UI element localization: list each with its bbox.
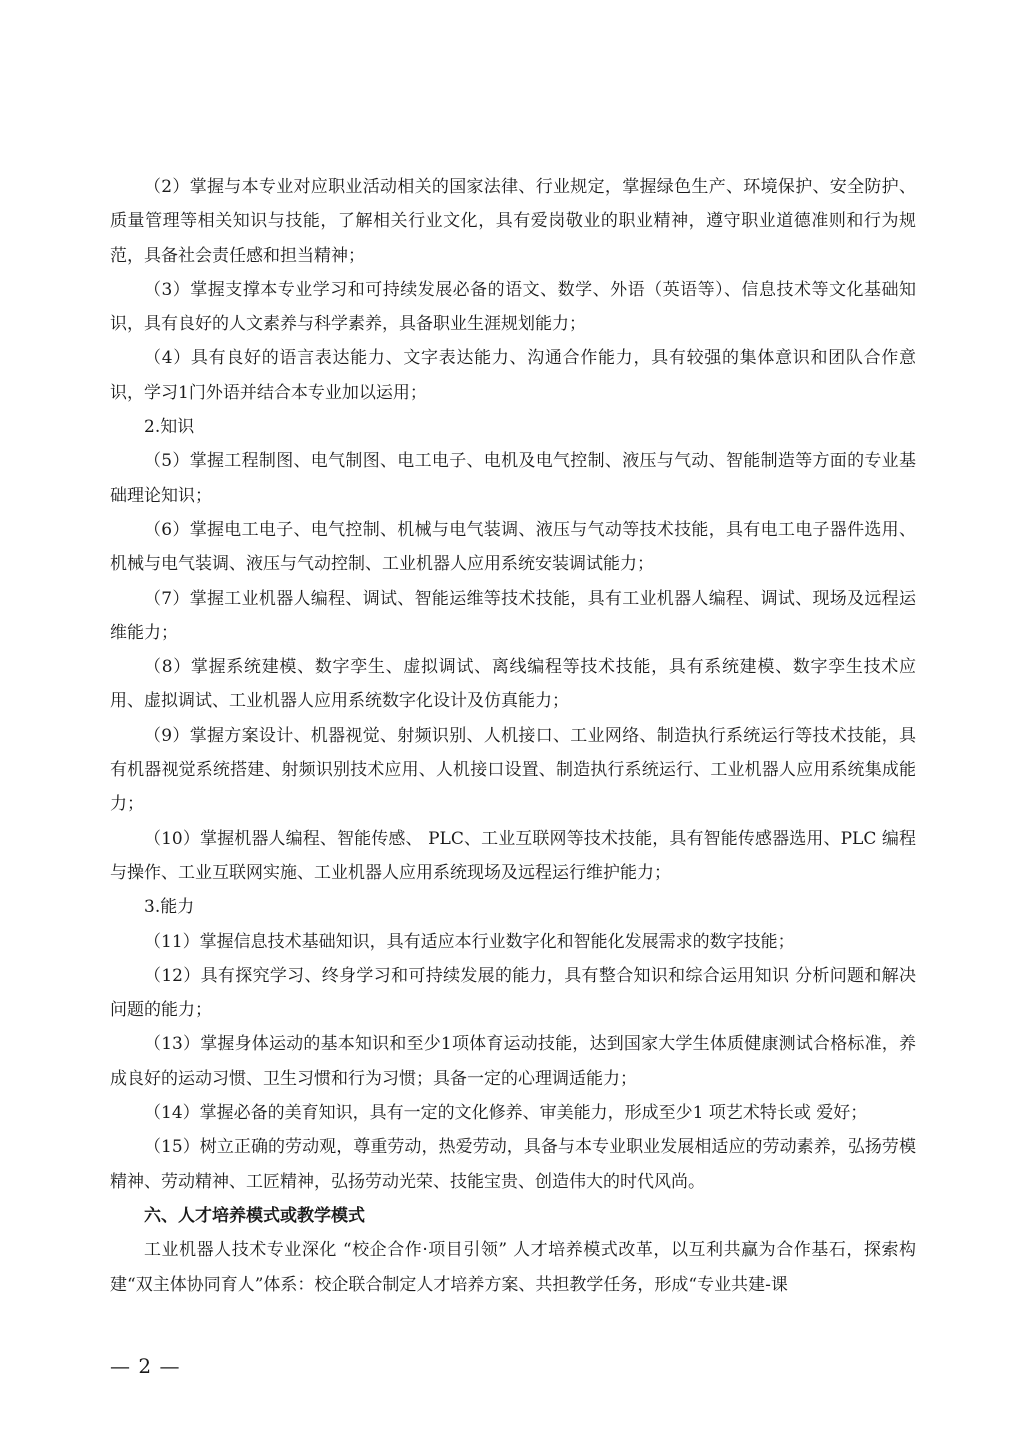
paragraph-13: （13）掌握身体运动的基本知识和至少1项体育运动技能，达到国家大学生体质健康测试合格标准，养成良好的运动习惯、卫生习惯和行为习惯；具备一定的心理调适能力； [110, 1034, 916, 1089]
section-6-paragraph: 工业机器人技术专业深化 “校企合作·项目引领” 人才培养模式改革，以互利共赢为合作基石，探索构建“双主体协同育人”体系：校企联合制定人才培养方案、共担教学任务，形成“专业共建-课 [110, 1240, 916, 1295]
page-number: — 2 — [110, 1354, 181, 1378]
paragraph-2: （2）掌握与本专业对应职业活动相关的国家法律、行业规定，掌握绿色生产、环境保护、安全防护、质量管理等相关知识与技能，了解相关行业文化，具有爱岗敬业的职业精神，遵守职业道德准则和行为规范，具备社会责任感和担当精神； [110, 177, 916, 266]
heading-knowledge: 2.知识 [144, 417, 195, 438]
document-body [110, 170, 916, 1302]
paragraph-8: （8）掌握系统建模、数字孪生、虚拟调试、离线编程等技术技能，具有系统建模、数字孪生技术应用、虚拟调试、工业机器人应用系统数字化设计及仿真能力； [110, 657, 916, 712]
paragraph-3: （3）掌握支撑本专业学习和可持续发展必备的语文、数学、外语（英语等）、信息技术等文化基础知识，具有良好的人文素养与科学素养，具备职业生涯规划能力； [110, 279, 916, 335]
paragraph-9: （9）掌握方案设计、机器视觉、射频识别、人机接口、工业网络、制造执行系统运行等技术技能，具有机器视觉系统搭建、射频识别技术应用、人机接口设置、制造执行系统运行、工业机器人应用系统集成能力； [110, 725, 916, 815]
paragraph-5: （5）掌握工程制图、电气制图、电工电子、电机及电气控制、液压与气动、智能制造等方面的专业基础理论知识； [110, 451, 916, 506]
paragraph-4: （4）具有良好的语言表达能力、文字表达能力、沟通合作能力，具有较强的集体意识和团队合作意识，学习1门外语并结合本专业加以运用； [110, 348, 916, 403]
section-6-heading: 六、人才培养模式或教学模式 [144, 1205, 365, 1226]
paragraph-15: （15）树立正确的劳动观，尊重劳动，热爱劳动，具备与本专业职业发展相适应的劳动素养，弘扬劳模精神、劳动精神、工匠精神，弘扬劳动光荣、技能宝贵、创造伟大的时代风尚。 [110, 1137, 916, 1192]
paragraph-6: （6）掌握电工电子、电气控制、机械与电气装调、液压与气动等技术技能，具有电工电子器件选用、机械与电气装调、液压与气动控制、工业机器人应用系统安装调试能力； [110, 519, 916, 575]
paragraph-10: （10）掌握机器人编程、智能传感、 PLC、工业互联网等技术技能，具有智能传感器选用、PLC 编程与操作、工业互联网实施、工业机器人应用系统现场及远程运行维护能力； [110, 828, 916, 883]
heading-ability: 3.能力 [144, 897, 195, 918]
paragraph-12: （12）具有探究学习、终身学习和可持续发展的能力，具有整合知识和综合运用知识 分析问题和解决问题的能力； [110, 965, 916, 1021]
paragraph-14: （14）掌握必备的美育知识，具有一定的文化修养、审美能力，形成至少1 项艺术特长或 爱好； [144, 1103, 868, 1124]
paragraph-11: （11）掌握信息技术基础知识，具有适应本行业数字化和智能化发展需求的数字技能； [144, 931, 795, 952]
paragraph-7: （7）掌握工业机器人编程、调试、智能运维等技术技能，具有工业机器人编程、调试、现场及远程运维能力； [110, 588, 916, 643]
